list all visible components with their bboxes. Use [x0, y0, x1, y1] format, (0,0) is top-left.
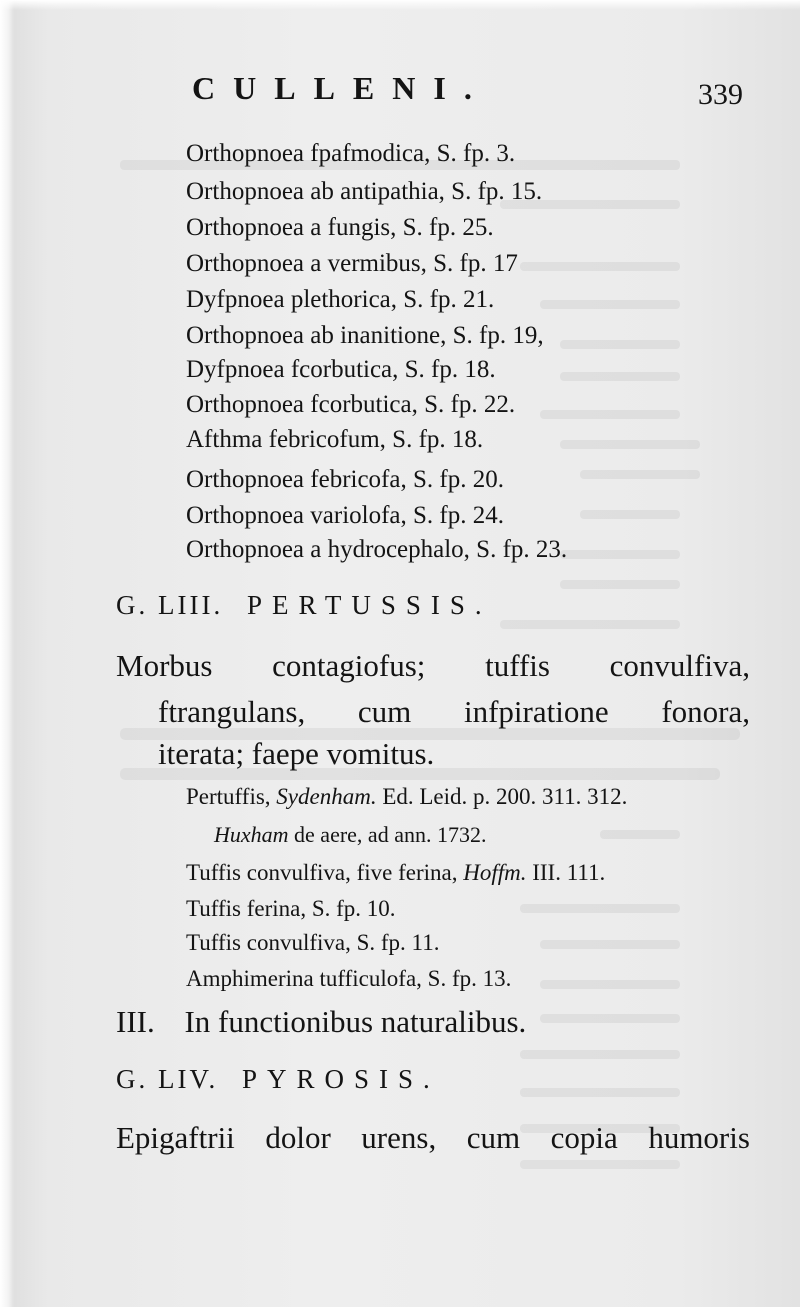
synonym-line: Orthopnoea ab inanitione, S. fp. 19,	[186, 322, 544, 349]
page-left-edge	[0, 0, 14, 1307]
definition-line-1	[116, 648, 750, 684]
author-name: Huxham	[214, 822, 289, 847]
section-number: III.	[116, 1004, 155, 1039]
page-top-edge	[0, 0, 800, 10]
word: Morbus	[116, 648, 213, 683]
genus-name: PYROSIS.	[242, 1064, 440, 1094]
word: copia	[550, 1120, 618, 1155]
genus-number: G. LIII.	[116, 590, 224, 620]
synonym-line: Amphimerina tufficulofa, S. fp. 13.	[186, 966, 512, 991]
synonym-line-pertussis	[186, 784, 627, 810]
synonym-line-huxham	[214, 822, 486, 848]
citation: de aere, ad ann. 1732.	[294, 822, 487, 847]
synonym-line: Orthopnoea a fungis, S. fp. 25.	[186, 214, 494, 241]
synonym-line: Orthopnoea variolofa, S. fp. 24.	[186, 502, 504, 529]
word: convulfiva,	[609, 648, 750, 683]
citation: Ed. Leid. p. 200. 311. 312.	[382, 784, 628, 809]
synonym-line: Orthopnoea a vermibus, S. fp. 17	[186, 250, 518, 277]
page-number: 339	[698, 78, 743, 111]
synonym-line: Orthopnoea fcorbutica, S. fp. 22.	[186, 391, 516, 418]
synonym-line: Dyfpnoea plethorica, S. fp. 21.	[186, 286, 495, 313]
word: cum	[466, 1120, 521, 1155]
synonym-line: Orthopnoea febricofa, S. fp. 20.	[186, 466, 504, 493]
synonym-line: Dyfpnoea fcorbutica, S. fp. 18.	[186, 356, 496, 383]
synonym-line-hoffm	[186, 860, 605, 886]
section-heading-iii	[116, 1004, 526, 1040]
synonym-prefix: Tuffis convulfiva, five ferina,	[186, 860, 458, 885]
word: urens,	[361, 1120, 437, 1155]
genus-name: PERTUSSIS.	[246, 590, 492, 620]
definition-line-54	[116, 1120, 750, 1156]
section-title: In functionibus naturalibus.	[184, 1004, 527, 1039]
word: fonora,	[661, 694, 750, 729]
author-name: Sydenham.	[276, 784, 377, 809]
genus-number: G. LIV.	[116, 1064, 219, 1094]
synonym-line: Orthopnoea ab antipathia, S. fp. 15.	[186, 178, 543, 205]
running-head: CULLENI.	[192, 70, 490, 106]
word: dolor	[265, 1120, 331, 1155]
synonym-prefix: Pertuffis,	[186, 784, 271, 809]
definition-line-2	[158, 694, 750, 730]
synonym-line: Tuffis ferina, S. fp. 10.	[186, 896, 396, 921]
synonym-line: Afthma febricofum, S. fp. 18.	[186, 426, 484, 453]
word: tuffis	[485, 648, 550, 683]
word: contagiofus;	[272, 648, 426, 683]
word: ftrangulans,	[158, 694, 306, 729]
word: humoris	[648, 1120, 750, 1155]
genus-heading-54	[116, 1064, 440, 1095]
word: cum	[357, 694, 412, 729]
synonym-line: Tuffis convulfiva, S. fp. 11.	[186, 930, 440, 955]
synonym-line: Orthopnoea a hydrocephalo, S. fp. 23.	[186, 536, 568, 563]
citation: III. 111.	[532, 860, 606, 885]
synonym-line: Orthopnoea fpafmodica, S. fp. 3.	[186, 140, 516, 167]
author-name: Hoffm.	[463, 860, 527, 885]
word: Epigaftrii	[116, 1120, 235, 1155]
definition-line-3: iterata; faepe vomitus.	[158, 736, 435, 771]
word: infpiratione	[464, 694, 609, 729]
genus-heading-53	[116, 590, 492, 621]
